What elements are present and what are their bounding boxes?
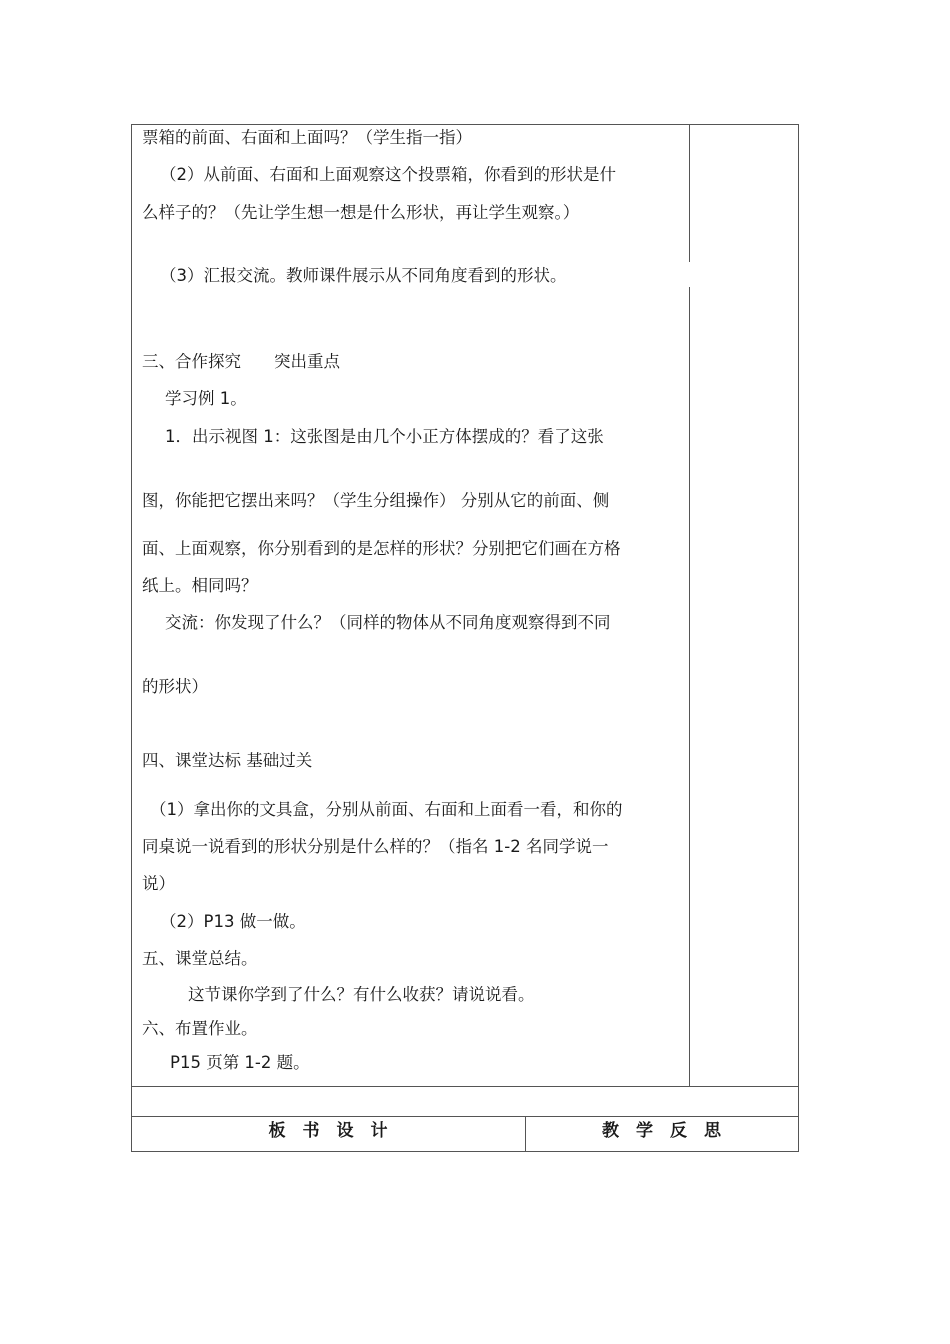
text-line: 图，你能把它摆出来吗？（学生分组操作） 分别从它的前面、侧 (142, 491, 610, 510)
text-line: 么样子的？（先让学生想一想是什么形状，再让学生观察。） (142, 203, 580, 222)
table-left-border (131, 124, 132, 1152)
column-divider-lower (689, 287, 690, 1087)
text-line: 同桌说一说看到的形状分别是什么样的？（指名 1-2 名同学说一 (142, 837, 609, 856)
row-border-content-bottom (131, 1086, 799, 1087)
table-bottom-border (131, 1151, 799, 1152)
board-design-label: 板 书 设 计 (268, 1121, 388, 1141)
section-heading: 三、合作探究 突出重点 (142, 352, 340, 371)
text-line: 的形状） (142, 677, 208, 696)
text-line: （3）汇报交流。教师课件展示从不同角度看到的形状。 (160, 266, 567, 285)
text-line: （2）从前面、右面和上面观察这个投票箱，你看到的形状是什 (160, 165, 616, 184)
text-line: 这节课你学到了什么？有什么收获？请说说看。 (188, 985, 535, 1004)
text-line: 票箱的前面、右面和上面吗？（学生指一指） (142, 128, 472, 147)
text-line: 学习例 1。 (165, 389, 247, 408)
section-heading: 六、布置作业。 (142, 1019, 258, 1038)
text-line: P15 页第 1-2 题。 (170, 1053, 310, 1072)
section-heading: 四、课堂达标 基础过关 (142, 751, 313, 770)
text-line: 纸上。相同吗？ (142, 576, 258, 595)
table-right-border (798, 124, 799, 1152)
teaching-reflection-label: 教 学 反 思 (602, 1121, 721, 1141)
section-heading: 五、课堂总结。 (142, 949, 258, 968)
text-line: （2）P13 做一做。 (160, 912, 306, 931)
text-line: 交流：你发现了什么？（同样的物体从不同角度观察得到不同 (165, 613, 611, 632)
table-top-border (131, 124, 799, 125)
text-line: 面、上面观察，你分别看到的是怎样的形状？分别把它们画在方格 (142, 539, 621, 558)
text-line: 1．出示视图 1：这张图是由几个小正方体摆成的？看了这张 (165, 427, 604, 446)
text-line: 说） (142, 874, 175, 893)
row-border-footer-top (131, 1116, 799, 1117)
text-line: （1）拿出你的文具盒，分别从前面、右面和上面看一看，和你的 (150, 800, 623, 819)
column-divider-upper (689, 124, 690, 262)
